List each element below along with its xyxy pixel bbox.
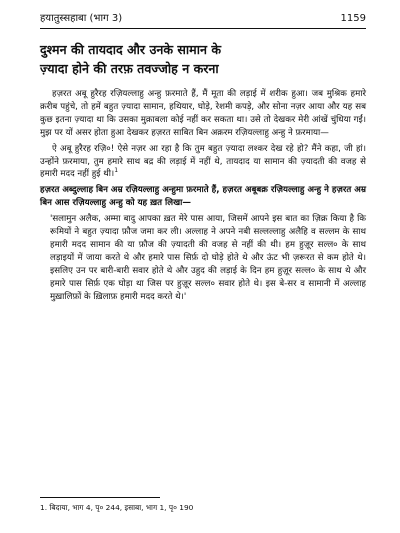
body-text — [40, 88, 366, 307]
header-rule — [40, 28, 366, 29]
footnote-ref: 1 — [114, 167, 119, 175]
paragraph-1: हज़रत अबू हुरैरह रज़ियल्लाहु अन्हु फ़रमाते हैं, मैं मूता की लड़ाई में शरीक हुआ। जब मुश्रिक हमारे क़रीब पहुंचे, तो हमें बहुत ज़्यादा सामान, हथियार, घोड़े, रेशमी कपड़े, और सोना नज़र आया और यह सब कुछ इतना ज़्यादा था कि उसका मुक़ाबला कोई नहीं कर सकता था। उसे तो देखकर मेरी आंखें चुंधिया गईं। मुझ पर यों असर होता हुआ देखकर हज़रत साबित बिन अक़रम रज़ियल्लाहु अन्हु ने फ़रमाया— — [40, 89, 366, 138]
letter-quote: 'सलामुन अलैक, अम्मा बादु आपका ख़त मेरे पास आया, जिसमें आपने इस बात का ज़िक्र किया है कि रूमियों ने बहुत ज़्यादा फ़ौज जमा कर ली। अल्लाह ने अपने नबी सल्लल्लाहु अलैहि व सल्लम के साथ हमारी मदद सामान की या फ़ौज की ज़्यादती की वजह से नहीं की थी। हम हुज़ूर सल्ल० के साथ लड़ाइयों में जाया करते थे और हमारे पास सिर्फ़ दो घोड़े होते थे और ऊंट भी ज़रूरत से कम होते थे। इसलिए उन पर बारी-बारी सवार होते थे और उहुद की लड़ाई के दिन हम हुज़ूर सल्ल० के साथ थे और हमारे पास सिर्फ़ एक घोड़ा था जिस पर हुज़ूर सल्ल० सवार होते थे। इस बे-सर व सामानी में अल्लाह मुख़ालिफ़ों के ख़िलाफ़ हमारी मदद करते थे।' — [50, 214, 366, 302]
page-number: 1159 — [340, 13, 366, 24]
section-title — [40, 40, 366, 78]
book-title: हयातुस्सहाबा (भाग 3) — [40, 13, 123, 24]
footnote: 1. बिदाया, भाग 4, पृ० 244, इसाबा, भाग 1, पृ० 190 — [40, 503, 194, 512]
paragraph-3: हज़रत अब्दुल्लाह बिन अम्र रज़ियल्लाहु अन्हुमा फ़रमाते हैं, हज़रत अबूबक्र रज़ियल्लाहु अन्हु ने हज़रत अम्र बिन आस रज़ियल्लाहु अन्हु को यह ख़त लिखा— — [40, 185, 366, 209]
paragraph-2 — [40, 143, 366, 182]
section-title-line-1: दुश्मन की तायदाद और उनके सामान के — [40, 42, 222, 57]
section-title-line-2: ज़्यादा होने की तरफ़ तवज्जोह न करना — [40, 61, 219, 76]
footnote-rule — [40, 497, 160, 498]
running-header — [40, 12, 366, 26]
paragraph-2-text: ऐ अबू हुरैरह रज़ि०! ऐसे नज़र आ रहा है कि तुम बहुत ज़्यादा लश्कर देख रहे हो? मैंने कहा, जी हां। उन्होंने फ़रमाया, तुम हमारे साथ बद्र की लड़ाई में नहीं थे, तायदाद या सामान की ज़्यादती की वजह से हमारी मदद नहीं हुई थी। — [40, 143, 366, 180]
